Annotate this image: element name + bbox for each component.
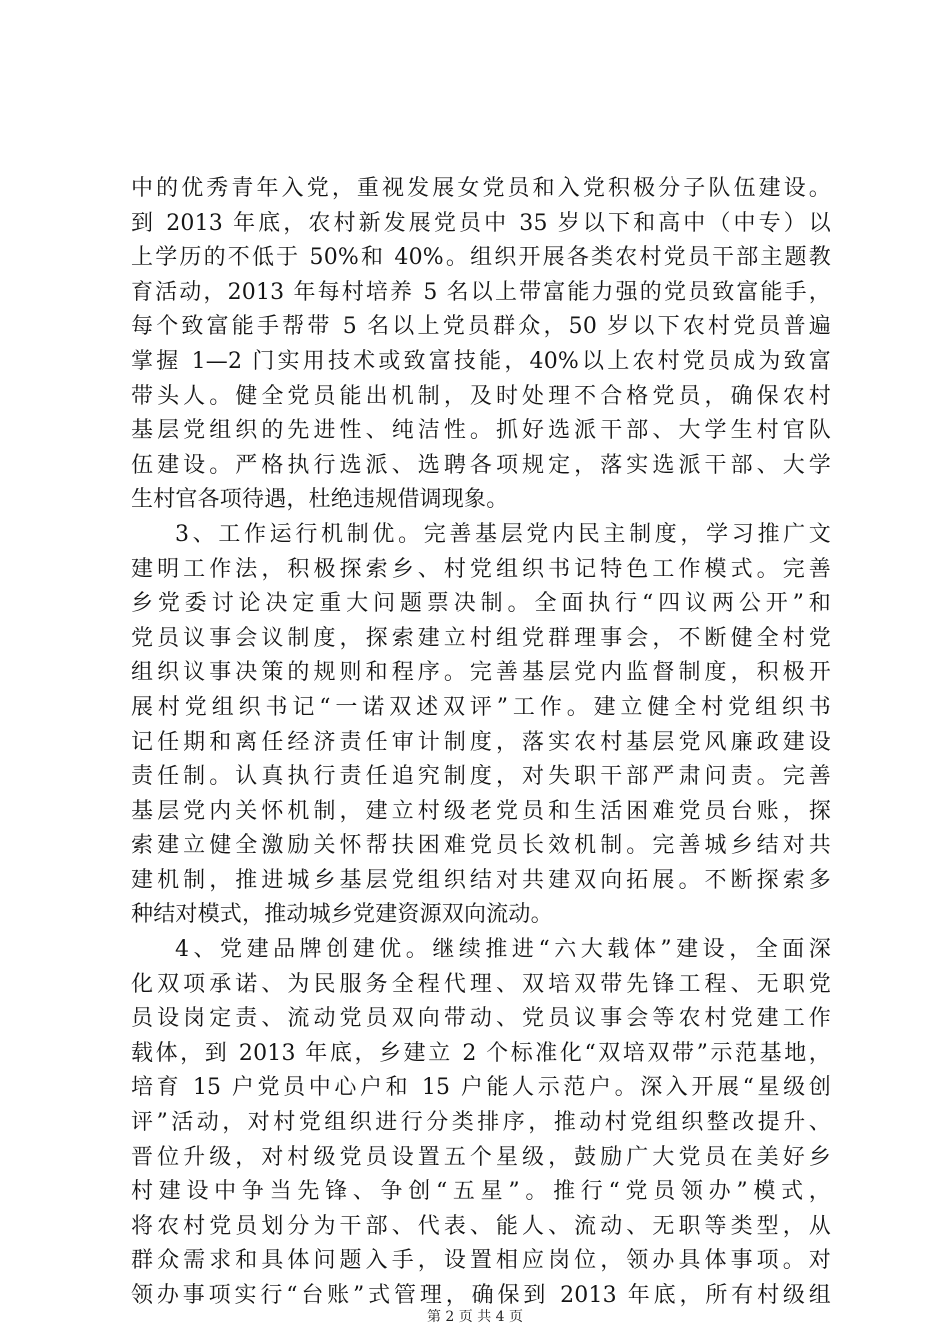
paragraph-3-start: 3、工作运行机制优。完善基层党内民主制度，学习推广文 (175, 521, 831, 547)
text-line: 载体，到 2013 年底，乡建立 2 个标准化“双培双带”示范基地， (131, 1040, 831, 1066)
text-line: 村建设中争当先锋、争创“五星”。推行“党员领办”模式， (131, 1179, 831, 1205)
text-line: 种结对模式，推动城乡党建资源双向流动。 (131, 902, 553, 928)
text-line: 群众需求和具体问题入手，设置相应岗位，领办具体事项。对 (131, 1248, 831, 1274)
text-line: 将农村党员划分为干部、代表、能人、流动、无职等类型，从 (131, 1213, 831, 1239)
text-line: 育活动，2013 年每村培养 5 名以上带富能力强的党员致富能手， (131, 279, 831, 305)
text-line: 党员议事会议制度，探索建立村组党群理事会，不断健全村党 (131, 625, 831, 651)
text-line: 上学历的不低于 50%和 40%。组织开展各类农村党员干部主题教 (131, 245, 831, 271)
text-line: 培育 15 户党员中心户和 15 户能人示范户。深入开展“星级创 (131, 1075, 831, 1101)
text-line: 生村官各项待遇，杜绝违规借调现象。 (131, 487, 509, 513)
body-text (131, 172, 831, 1314)
paragraph-4-start: 4、党建品牌创建优。继续推进“六大载体”建设，全面深 (175, 937, 831, 963)
text-line: 掌握 1—2 门实用技术或致富技能，40%以上农村党员成为致富 (131, 348, 831, 374)
text-line: 带头人。健全党员能出机制，及时处理不合格党员，确保农村 (131, 383, 831, 409)
text-line: 伍建设。严格执行选派、选聘各项规定，落实选派干部、大学 (131, 452, 831, 478)
text-line: 员设岗定责、流动党员双向带动、党员议事会等农村党建工作 (131, 1006, 831, 1032)
text-line: 建机制，推进城乡基层党组织结对共建双向拓展。不断探索多 (131, 867, 831, 893)
text-line: 中的优秀青年入党，重视发展女党员和入党积极分子队伍建设。 (131, 176, 831, 201)
text-line: 组织议事决策的规则和程序。完善基层党内监督制度，积极开 (131, 660, 831, 686)
text-line: 建明工作法，积极探索乡、村党组织书记特色工作模式。完善 (131, 556, 831, 582)
text-line: 领办事项实行“台账”式管理，确保到 2013 年底，所有村级组 (131, 1283, 831, 1308)
text-line: 晋位升级，对村级党员设置五个星级，鼓励广大党员在美好乡 (131, 1144, 831, 1170)
text-line: 记任期和离任经济责任审计制度，落实农村基层党风廉政建设 (131, 729, 831, 755)
text-line: 乡党委讨论决定重大问题票决制。全面执行“四议两公开”和 (131, 591, 831, 617)
text-line: 每个致富能手帮带 5 名以上党员群众，50 岁以下农村党员普遍 (131, 314, 831, 340)
text-line: 化双项承诺、为民服务全程代理、双培双带先锋工程、无职党 (131, 971, 831, 997)
text-line: 评”活动，对村党组织进行分类排序，推动村党组织整改提升、 (131, 1110, 831, 1136)
text-line: 索建立健全激励关怀帮扶困难党员长效机制。完善城乡结对共 (131, 833, 831, 859)
text-line: 到 2013 年底，农村新发展党员中 35 岁以下和高中（中专）以 (131, 210, 831, 236)
page-number-footer: 第 2 页 共 4 页 (426, 1309, 524, 1325)
text-line: 基层党内关怀机制，建立村级老党员和生活困难党员台账，探 (131, 798, 831, 824)
text-line: 责任制。认真执行责任追究制度，对失职干部严肃问责。完善 (131, 764, 831, 790)
text-line: 展村党组织书记“一诺双述双评”工作。建立健全村党组织书 (131, 694, 831, 720)
text-line: 基层党组织的先进性、纯洁性。抓好选派干部、大学生村官队 (131, 418, 831, 444)
